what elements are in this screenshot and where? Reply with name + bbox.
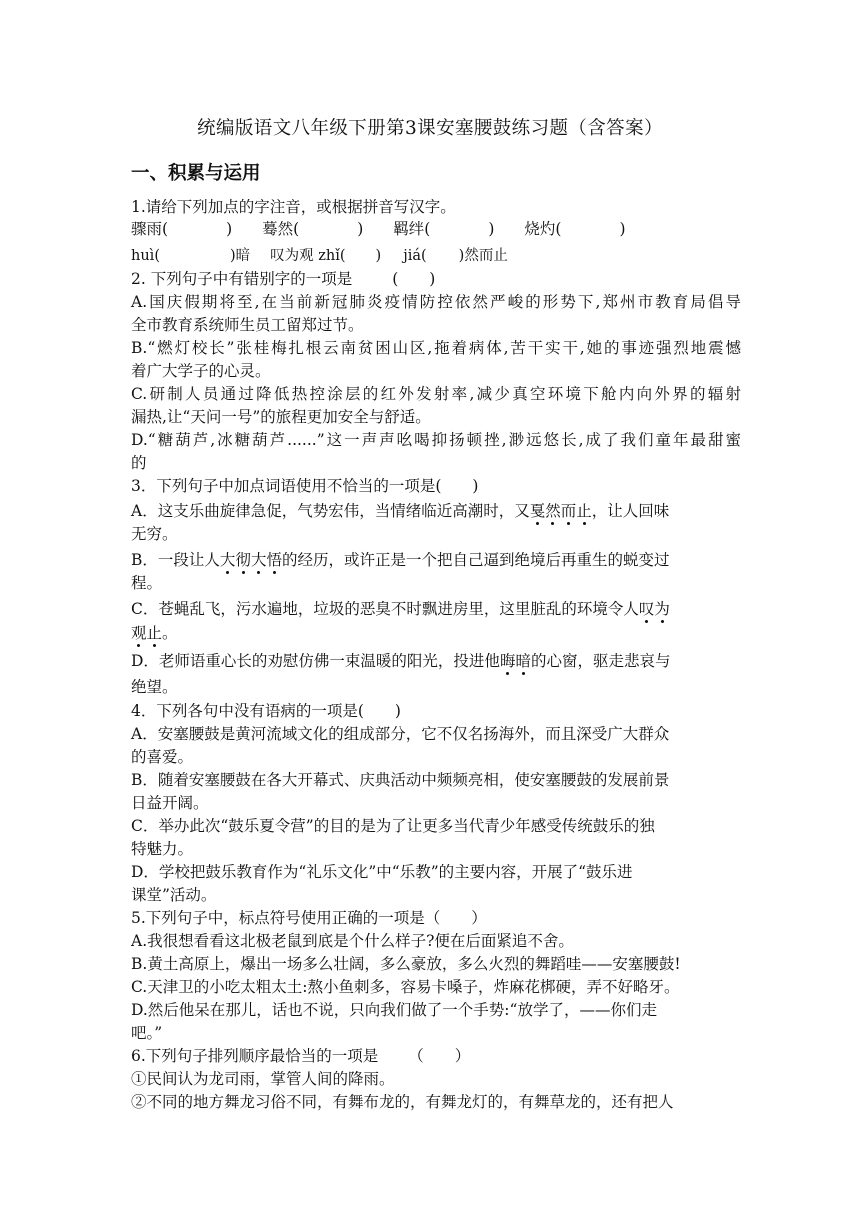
q2-option-c-cont: 漏热,让“天问一号”的旅程更加安全与舒适。 bbox=[131, 408, 431, 426]
section-heading: 一、积累与运用 bbox=[131, 163, 261, 184]
q1-blank-label: jiá( bbox=[403, 248, 427, 264]
q3-option-c bbox=[131, 598, 741, 620]
q3-option-b-text: 的经历，或许正是一个把自己逼到绝境后再重生的蜕变过 bbox=[281, 551, 670, 569]
q3-option-a-cont: 无穷。 bbox=[131, 525, 178, 543]
q6-sentence-1: ①民间认为龙司雨，掌管人间的降雨。 bbox=[131, 1070, 395, 1088]
q3-option-d-text: 的心窗，驱走悲哀与 bbox=[530, 652, 671, 670]
q1-row2 bbox=[131, 245, 741, 267]
q4-option-a: A．安塞腰鼓是黄河流域文化的组成部分，它不仅名扬海外，而且深受广大群众 bbox=[131, 725, 670, 743]
q2-option-a: A.国庆假期将至,在当前新冠肺炎疫情防控依然严峻的形势下,郑州市教育局倡导 bbox=[131, 293, 741, 311]
q1-row1 bbox=[131, 218, 741, 240]
q5-option-a: A.我很想看看这北极老鼠到底是个什么样子?便在后面紧追不舍。 bbox=[131, 932, 574, 950]
q3-stem: 3．下列句子中加点词语使用不恰当的一项是( ) bbox=[131, 477, 479, 495]
q3-option-c-text: C．苍蝇乱飞，污水遍地，垃圾的恶臭不时飘进房里，这里脏乱的环境令人 bbox=[131, 600, 639, 618]
q3-dotted-word: 大彻大悟 bbox=[219, 551, 282, 569]
q3-option-b-text: B．一段让人 bbox=[131, 551, 220, 569]
q2-option-d: D.“糖葫芦,冰糖葫芦......”这一声声吆喝抑扬顿挫,渺远悠长,成了我们童年最甜蜜 bbox=[131, 431, 741, 449]
q1-blank-label: 烧灼( bbox=[524, 220, 562, 238]
q3-option-a-text: A．这支乐曲旋律急促，气势宏伟，当情绪临近高潮时，又 bbox=[131, 502, 530, 520]
q4-option-c: C．举办此次“鼓乐夏令营”的目的是为了让更多当代青少年感受传统鼓乐的独 bbox=[131, 817, 655, 835]
q3-option-d-cont: 绝望。 bbox=[131, 678, 178, 696]
q2-option-b: B.“燃灯校长”张桂梅扎根云南贫困山区,拖着病体,苦干实干,她的事迹强烈地震憾 bbox=[131, 339, 741, 357]
q3-option-b-cont: 程。 bbox=[131, 574, 163, 592]
q1-blank-close: )暗 bbox=[229, 248, 251, 264]
q5-option-b: B.黄土高原上，爆出一场多么壮阔，多么豪放，多么火烈的舞蹈哇——安塞腰鼓! bbox=[131, 955, 681, 973]
q5-option-c: C.天津卫的小吃太粗太土:熬小鱼刺多，容易卡嗓子，炸麻花梆硬，弄不好略牙。 bbox=[131, 978, 680, 996]
q6-stem-line bbox=[131, 1045, 741, 1067]
q2-answer-paren: ( ) bbox=[392, 270, 436, 288]
q1-blank-label: 蓦然( bbox=[262, 220, 300, 238]
q1-blank-label: 骤雨( bbox=[131, 220, 169, 238]
q5-stem: 5.下列句子中，标点符号使用正确的一项是（ ） bbox=[131, 909, 487, 927]
q3-dotted-word: 晦暗 bbox=[499, 652, 531, 670]
q4-option-b: B．随着安塞腰鼓在各大开幕式、庆典活动中频频亮相，使安塞腰鼓的发展前景 bbox=[131, 771, 670, 789]
q2-option-a-cont: 全市教育系统师生员工留郑过节。 bbox=[131, 316, 364, 334]
q6-answer-paren: （ ） bbox=[408, 1047, 471, 1065]
q3-option-a bbox=[131, 500, 741, 522]
q3-dotted-word: 观止 bbox=[131, 624, 163, 642]
q4-option-c-cont: 特魅力。 bbox=[131, 840, 194, 858]
q3-option-d bbox=[131, 650, 741, 672]
q1-blank-close: ) bbox=[619, 220, 626, 238]
q2-stem-line bbox=[131, 268, 741, 290]
q3-option-c-text: 。 bbox=[162, 624, 178, 642]
q5-option-d: D.然后他呆在那儿，话也不说，只向我们做了一个手势:“放学了，——你们走 bbox=[131, 1001, 657, 1019]
q2-stem: 2. 下列句子中有错别字的一项是 bbox=[131, 270, 353, 288]
q2-option-b-cont: 着广大学子的心灵。 bbox=[131, 362, 271, 380]
q3-option-d-text: D．老师语重心长的劝慰仿佛一束温暖的阳光，投进他 bbox=[131, 652, 500, 670]
q6-sentence-2: ②不同的地方舞龙习俗不同，有舞布龙的，有舞龙灯的，有舞草龙的，还有把人 bbox=[131, 1093, 674, 1111]
q1-blank-close: ) bbox=[375, 248, 382, 264]
q5-option-d-cont: 吧。” bbox=[131, 1024, 163, 1042]
q2-option-c: C.研制人员通过降低热控涂层的红外发射率,减少真空环境下舱内向外界的辐射 bbox=[131, 385, 741, 403]
q3-option-a-text: ，让人回味 bbox=[591, 502, 670, 520]
q4-stem: 4．下列各句中没有语病的一项是( ) bbox=[131, 702, 401, 720]
q1-blank-label: 叹为观 zhǐ( bbox=[270, 248, 346, 264]
q1-blank-label: huì( bbox=[131, 248, 160, 264]
q3-dotted-word: 戛然而止 bbox=[529, 502, 592, 520]
q4-option-d-cont: 课堂”活动。 bbox=[131, 886, 217, 904]
q1-blank-close: ) bbox=[357, 220, 364, 238]
q1-blank-label: 羁绊( bbox=[393, 220, 431, 238]
q1-blank-close: ) bbox=[226, 220, 233, 238]
q4-option-b-cont: 日益开阔。 bbox=[131, 794, 209, 812]
q4-option-d: D．学校把鼓乐教育作为“礼乐文化”中“乐教”的主要内容，开展了“鼓乐进 bbox=[131, 863, 633, 881]
document-title: 统编版语文八年级下册第3课安塞腰鼓练习题（含答案） bbox=[197, 118, 663, 139]
q6-stem: 6.下列句子排列顺序最恰当的一项是 bbox=[131, 1047, 379, 1065]
q4-option-a-cont: 的喜爱。 bbox=[131, 748, 194, 766]
q1-blank-close: ) bbox=[488, 220, 495, 238]
q1-stem: 1.请给下列加点的字注音，或根据拼音写汉字。 bbox=[131, 198, 456, 216]
q3-option-b bbox=[131, 549, 741, 571]
q3-dotted-word: 叹为 bbox=[638, 600, 670, 618]
q1-blank-close: )然而止 bbox=[458, 248, 508, 264]
q2-option-d-cont: 的 bbox=[131, 454, 147, 472]
q3-option-c-cont bbox=[131, 622, 741, 644]
